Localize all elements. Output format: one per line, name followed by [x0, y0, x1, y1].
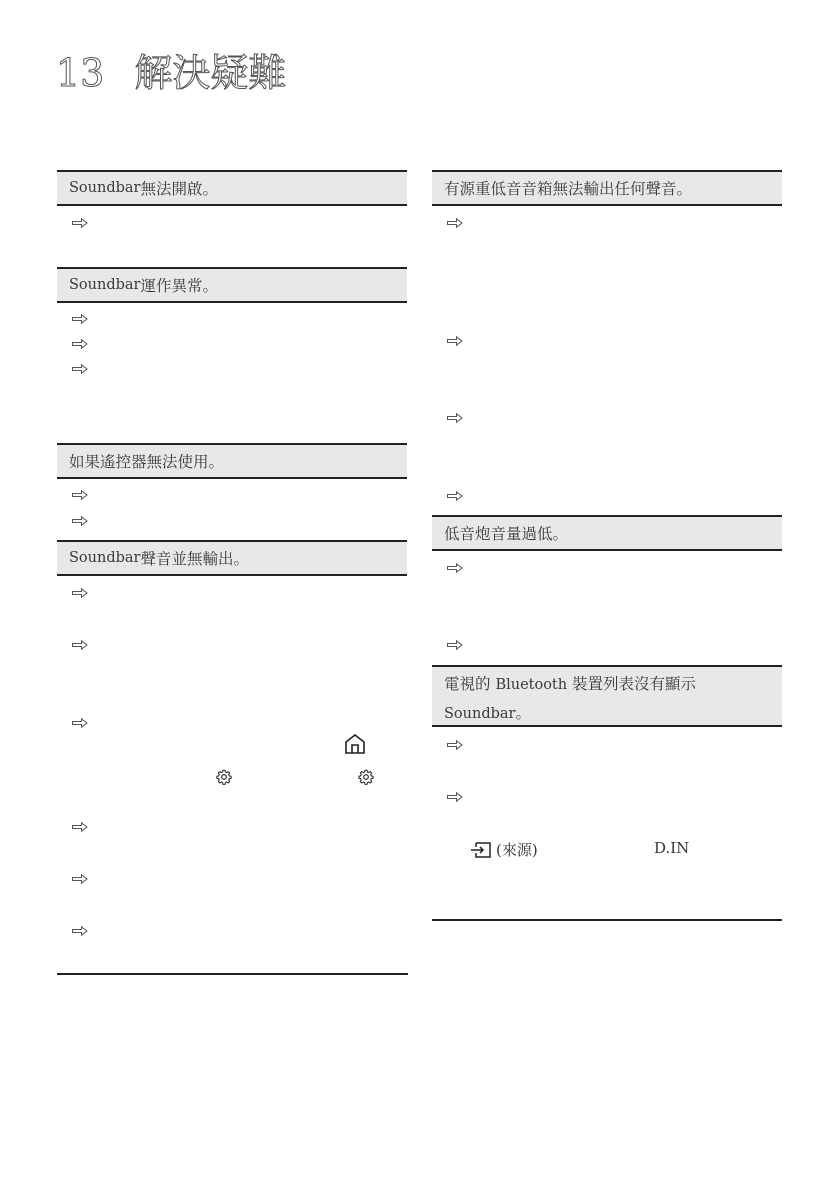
source-label: (來源) [496, 841, 538, 859]
arrow-icon [447, 740, 463, 750]
arrow-icon [72, 640, 88, 650]
header-text-en: Soundbar [69, 550, 141, 566]
section-header [432, 170, 782, 206]
arrow-icon [72, 588, 88, 598]
section-header [57, 540, 407, 576]
header-text-zh: 低音炮音量過低。 [444, 525, 569, 543]
arrow-icon [72, 490, 88, 500]
header-line-1 [444, 670, 696, 699]
section-remote [57, 443, 407, 540]
section-header [57, 443, 407, 479]
arrow-icon [72, 339, 88, 349]
arrow-icon [72, 718, 88, 728]
arrow-icon [72, 822, 88, 832]
section-header [57, 170, 407, 206]
section-end-rule [57, 973, 408, 975]
arrow-icon [72, 926, 88, 936]
arrow-icon [447, 336, 463, 346]
header-text-zh: 有源重低音音箱無法輸出任何聲音。 [444, 180, 693, 198]
section-header [432, 515, 782, 551]
header-text-en: Bluetooth [495, 677, 568, 693]
source-input-icon [470, 841, 492, 863]
arrow-icon [447, 792, 463, 802]
section-no-sound [57, 540, 407, 976]
page-title [56, 48, 286, 98]
header-text-en: Soundbar [69, 180, 141, 196]
arrow-icon [72, 874, 88, 884]
header-line-2 [444, 699, 531, 728]
section-abnormal [57, 267, 407, 443]
section-no-power [57, 170, 407, 267]
arrow-icon [72, 364, 88, 374]
header-text-en: Soundbar [444, 706, 516, 722]
left-column [57, 170, 407, 976]
section-header [57, 267, 407, 303]
section-bt-list [432, 665, 782, 921]
chapter-number: 13 [56, 51, 105, 95]
header-text-zh: 運作異常。 [140, 277, 218, 295]
section-subwoofer-silent [432, 170, 782, 515]
header-text-en: Soundbar [69, 277, 141, 293]
arrow-icon [447, 491, 463, 501]
arrow-icon [447, 413, 463, 423]
arrow-icon [72, 516, 88, 526]
header-text-zh: 電視的 [444, 675, 496, 693]
header-text-zh: 無法開啟。 [140, 180, 218, 198]
header-text-zh: 。 [515, 704, 531, 722]
arrow-icon [72, 218, 88, 228]
header-text-zh: 如果遙控器無法使用。 [69, 453, 225, 471]
header-text-zh: 裝置列表沒有顯示 [567, 675, 697, 693]
settings-icon [358, 769, 374, 789]
home-icon [344, 733, 366, 759]
right-column [432, 170, 782, 921]
mode-label: D.IN [654, 839, 690, 857]
arrow-icon [447, 563, 463, 573]
settings-icon [216, 769, 232, 789]
arrow-icon [447, 640, 463, 650]
section-header [432, 665, 782, 727]
header-text-zh: 聲音並無輸出。 [140, 550, 249, 568]
arrow-icon [447, 218, 463, 228]
section-bass-low [432, 515, 782, 665]
chapter-title: 解決疑難 [134, 51, 287, 95]
arrow-icon [72, 314, 88, 324]
section-end-rule [432, 919, 782, 921]
